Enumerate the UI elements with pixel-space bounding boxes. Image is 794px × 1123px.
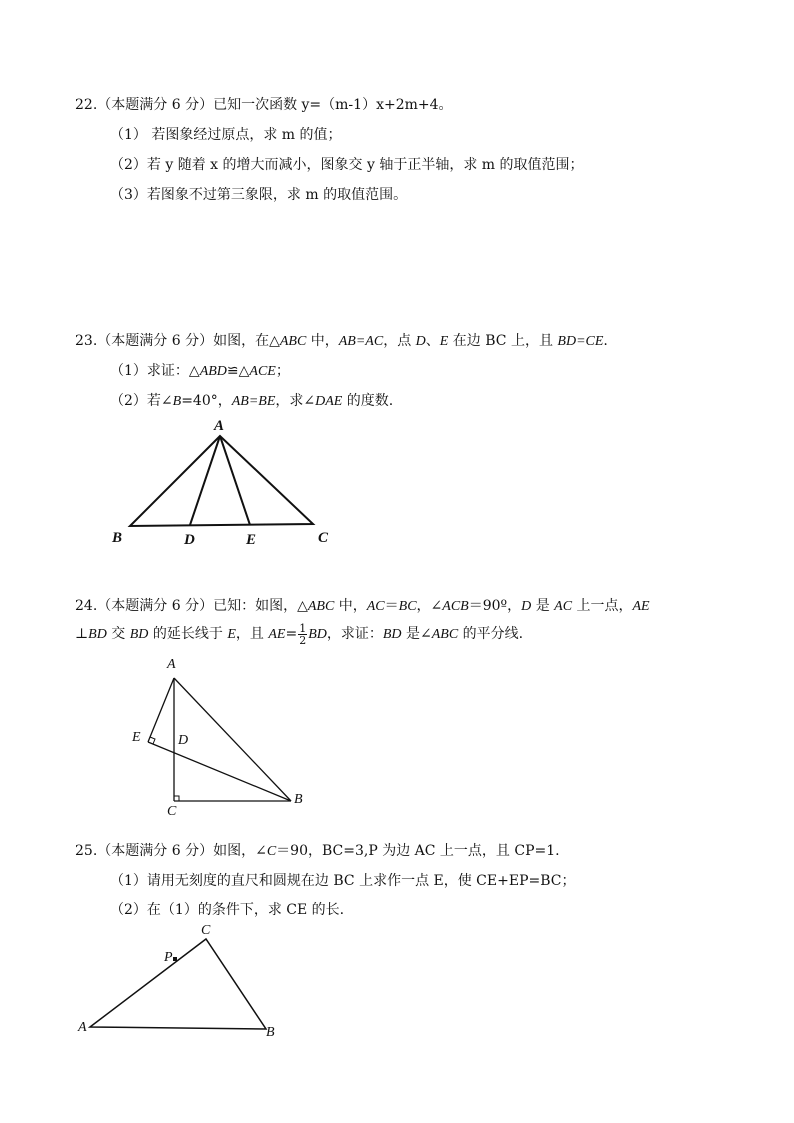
q22-title: 22.（本题满分 6 分）已知一次函数 y=（m-1）x+2m+4。 [75,97,453,113]
q23-label-d: D [184,532,195,548]
q23-label-a: A [214,418,225,434]
q23-label-b: B [112,530,123,546]
q23-title: 23.（本题满分 6 分）如图，在△ABC 中，AB=AC，点 D、E 在边 BC 上，且 BD=CE. [75,333,608,349]
q22-item-1: （1） 若图象经过原点，求 m 的值； [110,127,342,143]
q25-item-1: （1）请用无刻度的直尺和圆规在边 BC 上求作一点 E，使 CE+EP=BC； [110,873,576,889]
q24-line-1: 24.（本题满分 6 分）已知：如图，△ABC 中，AC＝BC，∠ACB＝90º，D 是 AC 上一点，AE [75,598,650,614]
q25-title: 25.（本题满分 6 分）如图，∠C＝90，BC=3,P 为边 AC 上一点，且 CP=1. [75,843,560,859]
q25-label-b: B [266,1025,275,1040]
q24-label-d: D [178,733,189,748]
q22-item-2: （2）若 y 随着 x 的增大而减小，图象交 y 轴于正半轴，求 m 的取值范围； [110,157,584,173]
q23-item-2: （2）若∠B=40°，AB=BE，求∠DAE 的度数. [110,393,394,409]
q24-label-b: B [294,792,303,807]
q24-label-e: E [132,730,141,745]
q25-item-2: （2）在（1）的条件下，求 CE 的长. [110,902,345,918]
q25-point-p [173,957,177,961]
q23-label-e: E [246,532,257,548]
q25-label-a: A [78,1020,87,1035]
q23-item-1: （1）求证：△ABD≌△ACE； [110,363,290,379]
q24-line-2: ⊥BD 交 BD 的延长线于 E，且 AE= $\frac{1}{2}$ BD，求证：BD 是∠ABC 的平分线. [75,621,524,647]
q22-item-3: （3）若图象不过第三象限，求 m 的取值范围。 [110,187,408,203]
q24-fraction: $\frac{1}{2}$ [299,621,307,647]
q25-triangle-abc [90,939,266,1029]
q25-label-p: P [164,950,173,965]
q25-label-c: C [201,923,211,938]
q24-label-a: A [167,657,176,672]
q23-label-c: C [318,530,329,546]
q24-label-c: C [167,804,177,819]
